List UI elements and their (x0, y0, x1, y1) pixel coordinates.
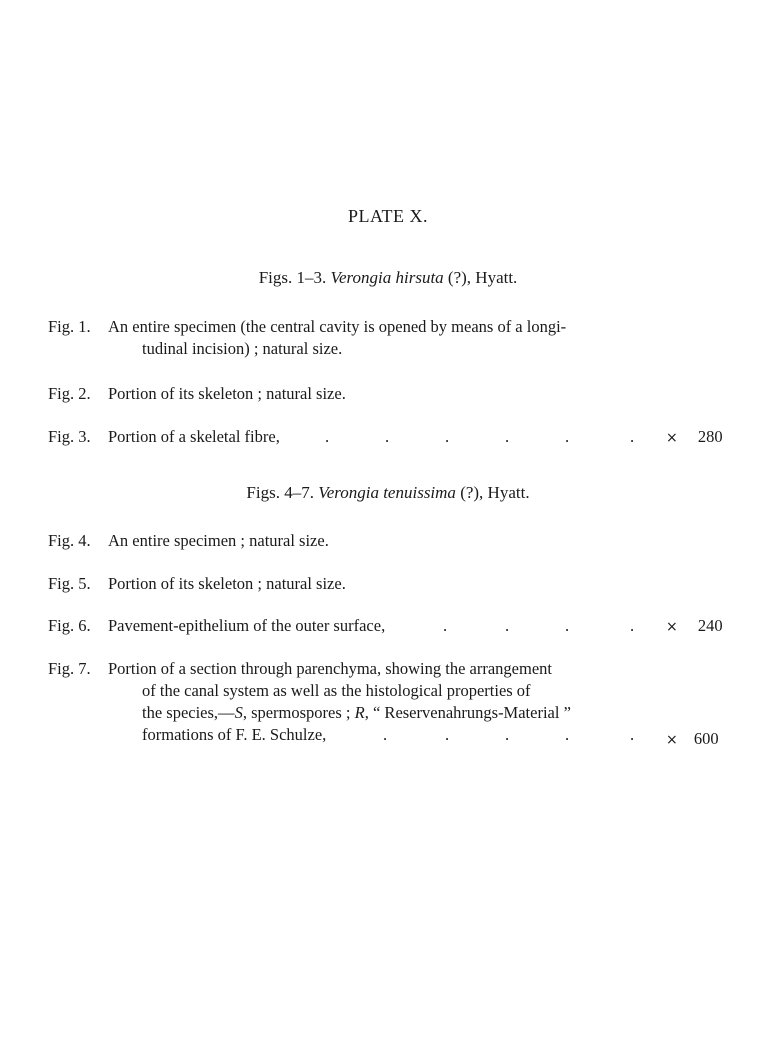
fig-text-line: Portion of its skeleton ; natural size. (108, 384, 346, 403)
fig-text-line: Portion of a section through parenchyma, showing the arrangement (108, 659, 553, 678)
plate-title: PLATE X. (348, 206, 428, 226)
times-symbol: × (666, 732, 678, 748)
fig-label: Fig. 5. (48, 574, 91, 593)
times-symbol: × (666, 619, 678, 635)
magnification-value: 280 (697, 427, 723, 446)
fig-text-line: Portion of a skeletal fibre, (108, 427, 280, 446)
abbrev-r: R (354, 703, 365, 722)
fig-text (108, 573, 668, 595)
magnification (666, 728, 719, 751)
fig-label: Fig. 3. (48, 427, 91, 446)
fig-label: Fig. 1. (48, 317, 91, 336)
fig-text (108, 316, 688, 360)
fig-text (108, 383, 668, 405)
fig-text (108, 530, 668, 552)
magnification (666, 615, 723, 638)
fig-text-line: An entire specimen ; natural size. (108, 531, 329, 550)
group-heading-prefix: Figs. 1–3. (258, 268, 327, 287)
abbrev-s: S (234, 703, 243, 722)
fig-label: Fig. 2. (48, 384, 91, 403)
fig-label: Fig. 4. (48, 531, 91, 550)
fig-text-line (108, 702, 698, 724)
fig-label: Fig. 7. (48, 659, 91, 678)
leader-dots: . . . . . (383, 725, 635, 744)
group-heading-suffix: (?), Hyatt. (447, 268, 518, 287)
group-heading-figs-1-3 (0, 268, 776, 288)
fig-text-line: An entire specimen (the central cavity is opened by means of a longi- (108, 317, 567, 336)
species-name: Verongia hirsuta (330, 268, 444, 287)
group-heading-suffix: (?), Hyatt. (460, 483, 530, 502)
magnification-value: 600 (693, 729, 719, 748)
times-symbol: × (666, 430, 678, 446)
text-segment: , spermospores ; (242, 703, 351, 722)
magnification (666, 426, 723, 449)
fig-text-line: formations of F. E. Schulze, (142, 725, 327, 744)
species-name: Verongia tenuissima (318, 483, 456, 502)
text-segment: , “ Reservenahrungs-Material ” (364, 703, 571, 722)
fig-text (108, 615, 668, 637)
group-heading-figs-4-7 (0, 483, 776, 503)
group-heading-prefix: Figs. 4–7. (246, 483, 314, 502)
fig-text-line: Pavement-epithelium of the outer surface, (108, 616, 386, 635)
fig-label: Fig. 6. (48, 616, 91, 635)
fig-text-line: Portion of its skeleton ; natural size. (108, 574, 346, 593)
document-page: PLATE X. Figs. 1–3. Verongia hirsuta (?), Hyatt. Fig. 1. An entire specimen (the central cavity is opened by means of a longi- tudinal incision) ; natural size. Fig. 2. Portion of its skeleton ; natural size. Fig. 3. Portion of a skeletal fibre, . . . . . . × 280 Figs. 4–7. Verongia tenuissima (?), Hyatt. Fig. 4. An entire specimen ; natural size. Fig. 5. Portion of its skeleton ; natural size. Fig. 6. Pavement-epithelium of the outer surface, . . . . × 240 Fig. 7. Portion of a section through parenchyma, showing the arrangement of the canal system as well as the histological properties of the species,—S, spermospores ; R, “ Reservenahrungs-Material ” formations of F. E. Schulze, . . . . . × 600 (0, 0, 776, 1050)
fig-text-line: tudinal incision) ; natural size. (142, 339, 343, 358)
magnification-value: 240 (697, 616, 723, 635)
fig-text-line: of the canal system as well as the histological properties of (142, 681, 531, 700)
text-segment: the species,— (142, 703, 235, 722)
